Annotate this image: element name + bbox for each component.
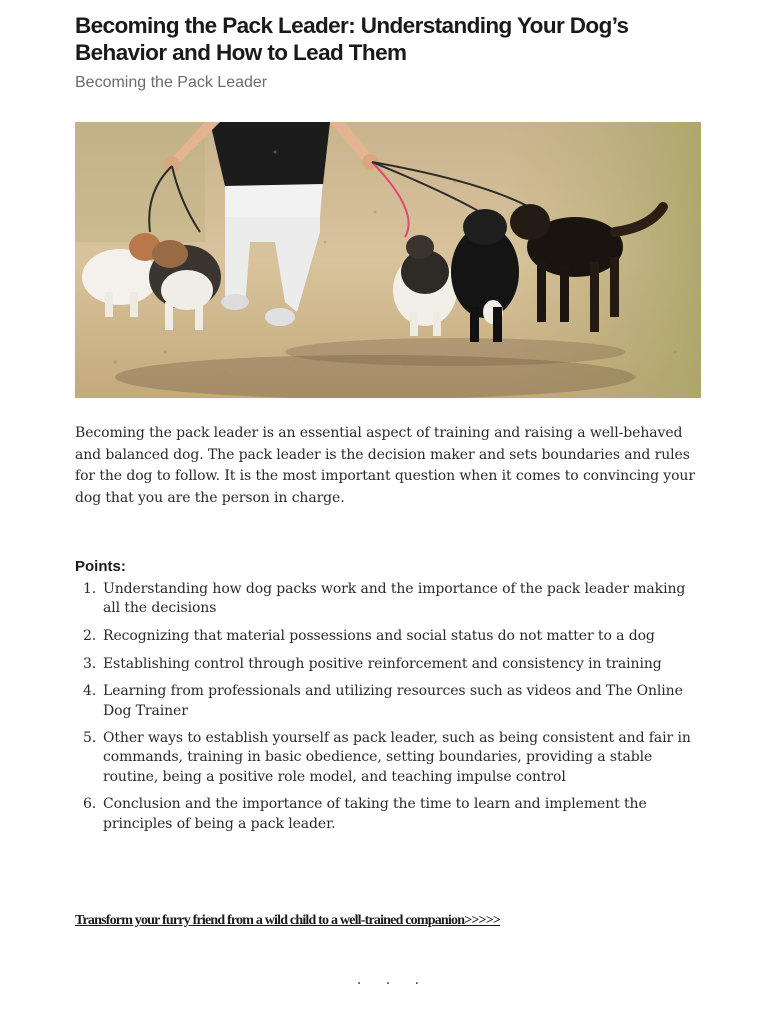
list-item-text: Learning from professionals and utilizing resources such as videos and The Online Dog Trainer: [103, 683, 683, 719]
list-item-text: Recognizing that material possessions and social status do not matter to a dog: [103, 627, 655, 644]
intro-paragraph: Becoming the pack leader is an essential aspect of training and raising a well-behaved and balanced dog. The pack leader is the decision maker and sets boundaries and rules for the dog to follow. It is the most important question when it comes to convincing your dog that you are the person in charge.: [75, 425, 695, 506]
list-item: [75, 682, 701, 720]
list-item-text: Conclusion and the importance of taking the time to learn and implement the principles of being a pack leader.: [103, 796, 647, 832]
points-list: [75, 580, 701, 842]
list-item-number: 2.: [83, 627, 97, 644]
list-item: [75, 729, 701, 787]
list-item-number: 4.: [83, 683, 97, 700]
list-item: [75, 795, 701, 833]
list-item-text: Other ways to establish yourself as pack leader, such as being consistent and fair in commands, training in basic obedience, setting boundaries, providing a stable routine, being a positive role model, and teaching impulse control: [103, 730, 691, 785]
list-item: [75, 580, 701, 618]
article-subtitle: Becoming the Pack Leader: [75, 74, 268, 91]
list-item: [75, 655, 701, 674]
points-heading: Points:: [75, 558, 126, 575]
article-title: Becoming the Pack Leader: Understanding Your Dog’s Behavior and How to Lead Them: [75, 13, 629, 65]
hero-image-dog-walker-with-five-dogs: [75, 122, 701, 398]
list-item: [75, 627, 701, 646]
list-item-number: 6.: [83, 796, 97, 813]
list-item-number: 5.: [83, 730, 97, 747]
list-item-text: Understanding how dog packs work and the importance of the pack leader making all the decisions: [103, 581, 686, 617]
cta-link[interactable]: Transform your furry friend from a wild child to a well-trained companion>>>>>: [75, 913, 501, 928]
section-end-marker: · · ·: [356, 976, 430, 992]
list-item-number: 3.: [83, 655, 97, 672]
list-item-text: Establishing control through positive reinforcement and consistency in training: [103, 655, 662, 672]
list-item-number: 1.: [83, 581, 97, 597]
article: [75, 0, 701, 992]
